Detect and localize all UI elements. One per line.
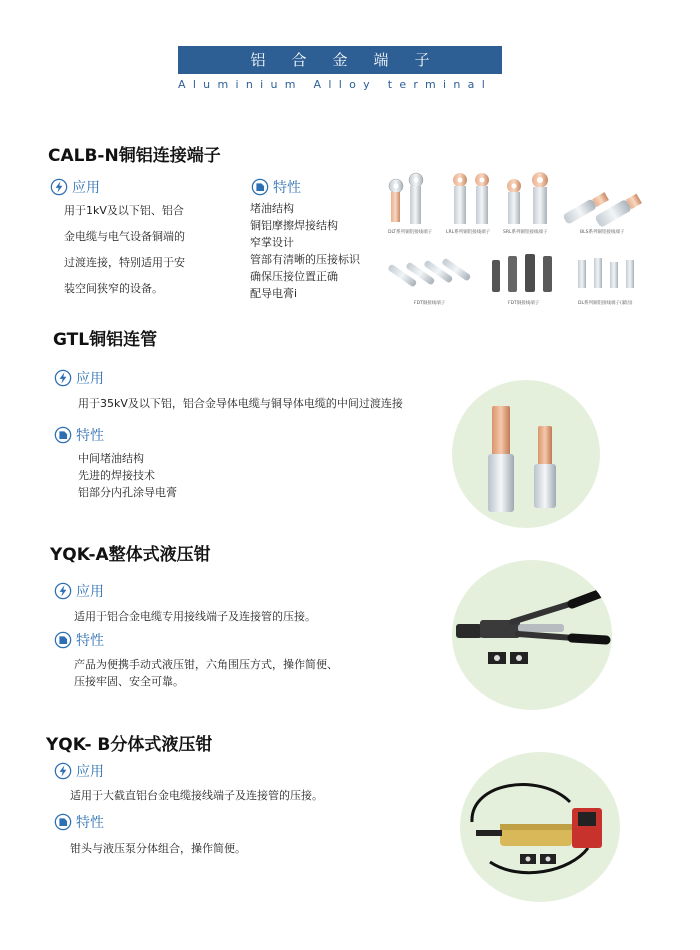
banner-title: 铝合金端子 xyxy=(250,51,456,69)
application-label-text: 应用 xyxy=(72,180,100,196)
caption: SRL系列铜铝接线端子 xyxy=(503,230,548,235)
features-label-text: 特性 xyxy=(76,815,104,831)
caption: FDT铜接线端子 xyxy=(414,301,446,306)
list-item: 先进的焊接技术 xyxy=(78,469,155,482)
features-label-text: 特性 xyxy=(76,428,104,444)
list-item: 压接牢固、安全可靠。 xyxy=(74,675,184,688)
list-item: 堵油结构 xyxy=(250,202,294,215)
list-item: 铝部分内孔涂导电膏 xyxy=(78,486,177,499)
list-item: 中间堵油结构 xyxy=(78,452,144,465)
yqk-b-application-text: 适用于大截直铝台金电缆接线端子及连接管的压接。 xyxy=(70,789,323,802)
application-label xyxy=(50,177,100,197)
caption: BLS系列铜铝接线端子 xyxy=(580,230,625,235)
list-item: 配导电膏i xyxy=(250,287,298,300)
application-label xyxy=(54,368,104,388)
features-label xyxy=(54,630,104,650)
caption: FDT铜接线端子 xyxy=(508,301,540,306)
section-title-yqk-a: YQK-A整体式液压钳 xyxy=(50,545,211,565)
yqk-b-features-text: 钳头与液压泵分体组合，操作简便。 xyxy=(70,842,246,855)
lightning-icon xyxy=(54,369,72,387)
yqk-a-application-text: 适用于铝合金电缆专用接线端子及连接管的压接。 xyxy=(74,610,316,623)
yqk-b-product-image xyxy=(460,752,620,902)
application-label-text: 应用 xyxy=(76,371,104,387)
document-icon xyxy=(251,178,269,196)
application-label-text: 应用 xyxy=(76,764,104,780)
features-label-text: 特性 xyxy=(273,180,301,196)
document-icon xyxy=(54,813,72,831)
document-icon xyxy=(54,631,72,649)
text-line: 用于1kV及以下铝、铝合 xyxy=(64,204,184,217)
text-line: 金电缆与电气设备铜端的 xyxy=(64,230,185,243)
gtl-features-list xyxy=(78,450,177,501)
features-label xyxy=(54,425,104,445)
yqk-a-features-list xyxy=(74,656,338,690)
caption: DLT系列铜铝接线端子 xyxy=(388,230,433,235)
terminal-bls xyxy=(562,191,642,228)
terminal-dl xyxy=(578,258,634,288)
terminal-fdt-silver xyxy=(387,258,471,288)
section-title-calb: CALB-N铜铝连接端子 xyxy=(48,146,221,166)
terminal-srl xyxy=(507,172,548,224)
caption: LRL系列铜铝接线端子 xyxy=(446,230,491,235)
text-line: 过渡连接，特别适用于安 xyxy=(64,256,185,269)
calb-product-image xyxy=(382,168,642,318)
list-item: 产品为便携手动式液压钳，六角围压方式，操作简便、 xyxy=(74,658,338,671)
terminal-dlt xyxy=(389,173,423,224)
list-item: 窄掌设计 xyxy=(250,236,294,249)
application-label-text: 应用 xyxy=(76,584,104,600)
features-label xyxy=(54,812,104,832)
terminal-fdt-dark xyxy=(492,254,552,292)
application-label xyxy=(54,761,104,781)
calb-features-list xyxy=(250,200,360,302)
list-item: 铜铝摩擦焊接结构 xyxy=(250,219,338,232)
section-title-gtl: GTL铜铝连管 xyxy=(53,330,158,350)
features-label xyxy=(251,177,301,197)
caption: DL系列铜铝接线端子(紧固) xyxy=(578,301,633,306)
lightning-icon xyxy=(50,178,68,196)
calb-application-text xyxy=(64,198,185,302)
list-item: 确保压接位置正确 xyxy=(250,270,338,283)
gtl-product-image xyxy=(452,380,600,528)
list-item: 管部有清晰的压接标识 xyxy=(250,253,360,266)
section-title-yqk-b: YQK- B分体式液压钳 xyxy=(46,735,213,755)
gtl-application-text: 用于35kV及以下铝，铝合金导体电缆与铜导体电缆的中间过渡连接 xyxy=(78,397,403,410)
banner-subtitle: Aluminium Alloy terminal xyxy=(178,78,493,91)
text-line: 装空间狭窄的设备。 xyxy=(64,282,163,295)
yqk-a-product-image xyxy=(452,560,612,710)
lightning-icon xyxy=(54,582,72,600)
document-icon xyxy=(54,426,72,444)
lightning-icon xyxy=(54,762,72,780)
terminal-lrl xyxy=(453,173,489,224)
application-label xyxy=(54,581,104,601)
features-label-text: 特性 xyxy=(76,633,104,649)
